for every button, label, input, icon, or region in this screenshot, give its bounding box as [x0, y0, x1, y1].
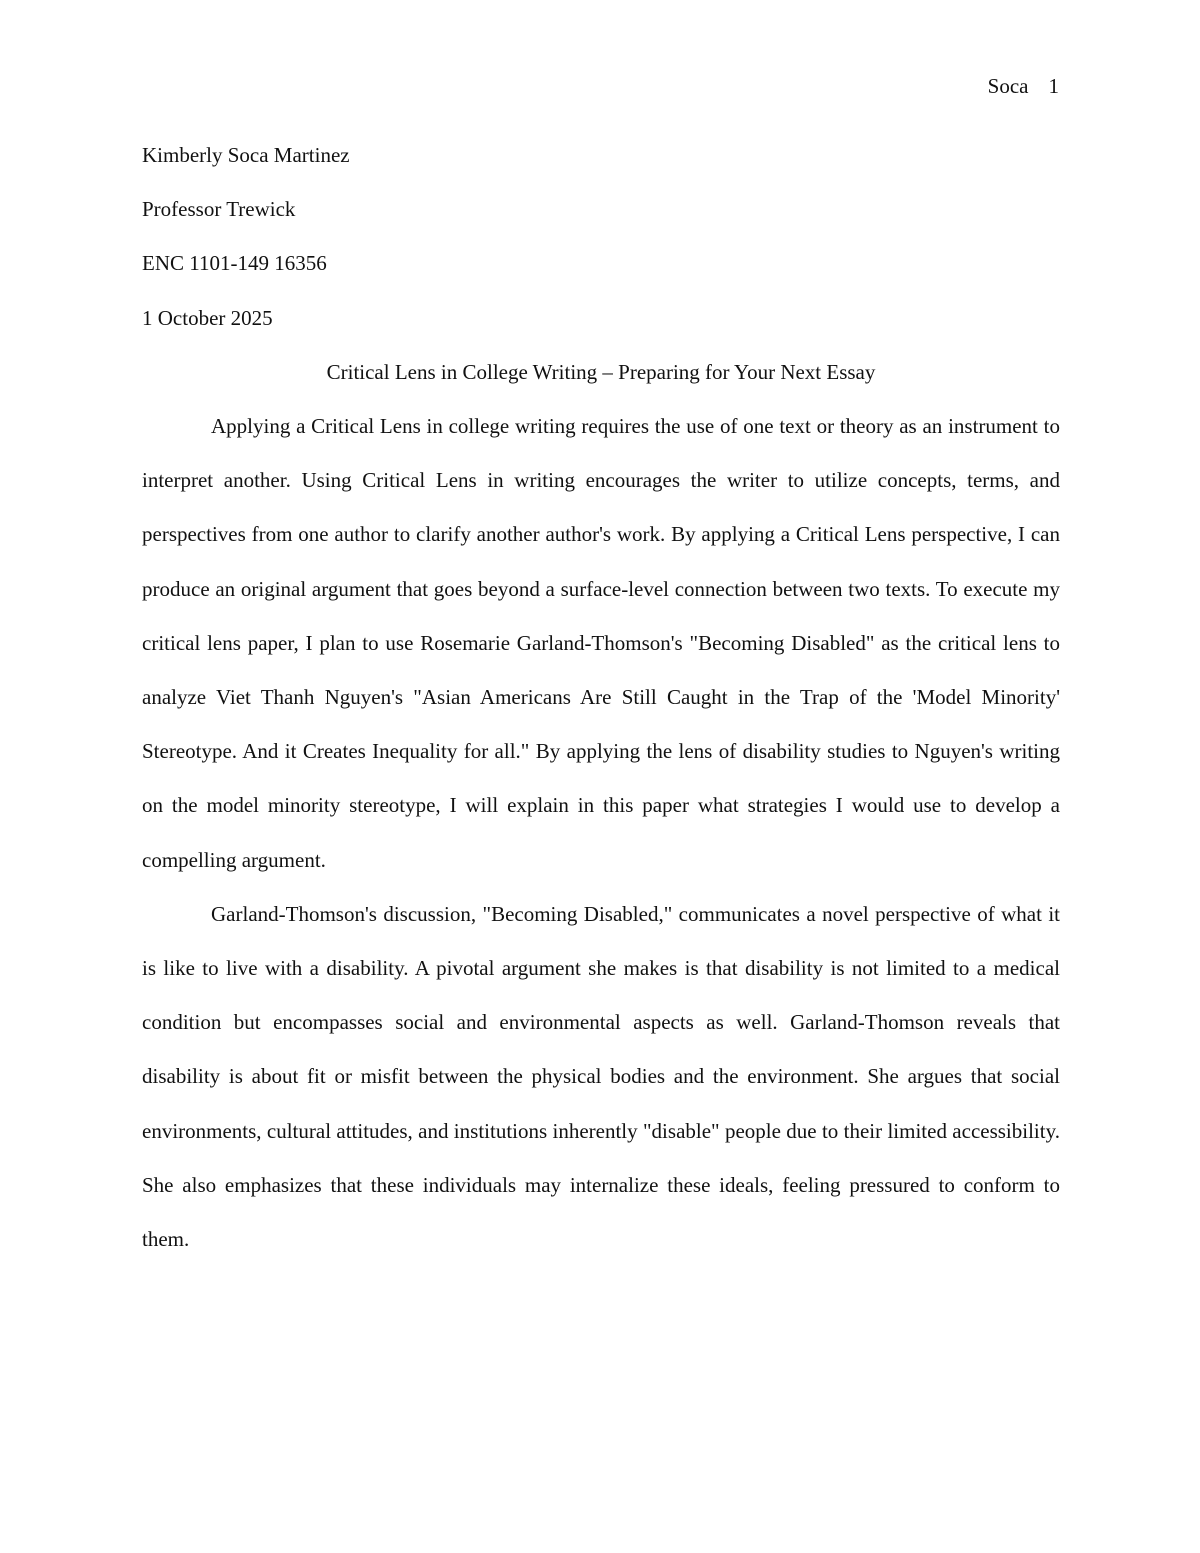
paragraph-1: Applying a Critical Lens in college writing requires the use of one text or theory as an instrument to interpret another. Using Critical Lens in writing encourages the writer to utilize concepts, terms, and perspectives from one author to clarify another author's work. By applying a Critical Lens perspective, I can produce an original argument that goes beyond a surface-level connection between two texts. To execute my critical lens paper, I plan to use Rosemarie Garland-Thomson's "Becoming Disabled" as the critical lens to analyze Viet Thanh Nguyen's "Asian Americans Are Still Caught in the Trap of the 'Model Minority' Stereotype. And it Creates Inequality for all." By applying the lens of disability studies to Nguyen's writing on the model minority stereotype, I will explain in this paper what strategies I would use to develop a compelling argument.: [142, 414, 1060, 872]
document-body: [142, 128, 1060, 1266]
professor-name: Professor Trewick: [142, 197, 296, 222]
essay-title: Critical Lens in College Writing – Preparing for Your Next Essay: [326, 359, 876, 384]
student-name: Kimberly Soca Martinez: [142, 143, 350, 167]
essay-date: 1 October 2025: [142, 305, 273, 330]
paragraph-2: Garland-Thomson's discussion, "Becoming Disabled," communicates a novel perspective of what it is like to live with a disability. A pivotal argument she makes is that disability is not limited to a medical condition but encompasses social and environmental aspects as well. Garland-Thomson reveals that disability is about fit or misfit between the physical bodies and the environment. She argues that social environments, cultural attitudes, and institutions inherently "disable" people due to their limited accessibility. She also emphasizes that these individuals may internalize these ideals, feeling pressured to conform to them.: [142, 901, 1060, 1252]
page-number: 1: [1048, 74, 1059, 98]
header-surname: Soca: [987, 74, 1029, 98]
course-code: ENC 1101-149 16356: [142, 251, 327, 276]
running-head: [988, 74, 1059, 98]
